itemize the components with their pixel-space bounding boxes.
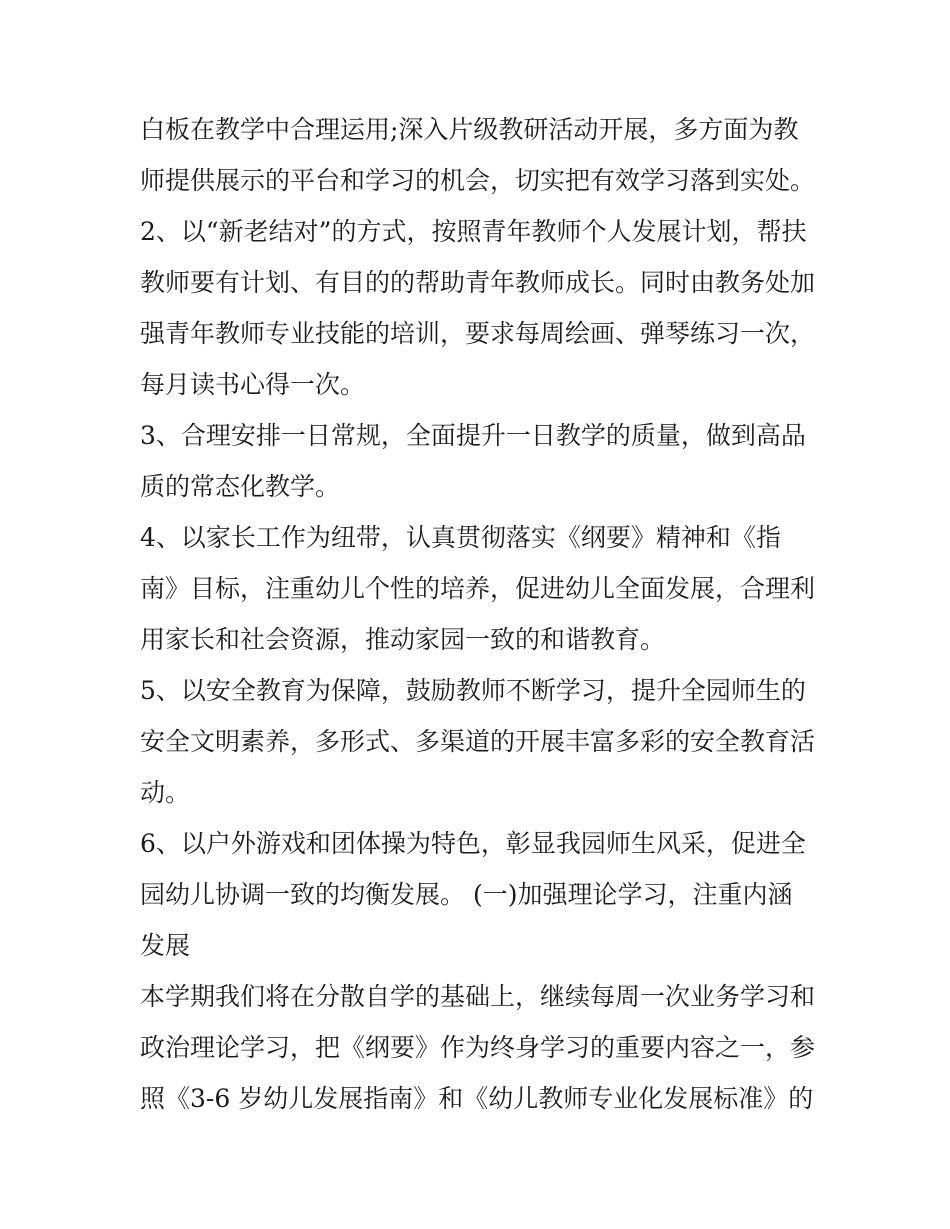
text-line: 质的常态化教学。 [140, 472, 341, 501]
text-line: 南》目标，注重幼儿个性的培养，促进幼儿全面发展，合理利 [140, 574, 816, 603]
text-line: 5、以安全教育为保障，鼓励教师不断学习，提升全园师生的 [140, 676, 806, 705]
text-line: 照《3-6 岁幼儿发展指南》和《幼儿教师专业化发展标准》的 [140, 1084, 814, 1113]
text-line: 园幼儿协调一致的均衡发展。 (一)加强理论学习，注重内涵 [140, 880, 793, 909]
text-line: 白板在教学中合理运用;深入片级教研活动开展，多方面为教 [140, 115, 799, 144]
text-line: 政治理论学习，把《纲要》作为终身学习的重要内容之一，参 [140, 1033, 816, 1062]
text-line: 2、以“新老结对”的方式，按照青年教师个人发展计划，帮扶 [140, 217, 807, 246]
text-line: 师提供展示的平台和学习的机会，切实把有效学习落到实处。 [140, 166, 816, 195]
text-line: 强青年教师专业技能的培训，要求每周绘画、弹琴练习一次， [140, 319, 816, 348]
text-line: 安全文明素养，多形式、多渠道的开展丰富多彩的安全教育活 [140, 727, 816, 756]
text-line: 每月读书心得一次。 [140, 370, 366, 399]
text-line: 动。 [140, 778, 191, 807]
text-line: 用家长和社会资源，推动家园一致的和谐教育。 [140, 625, 666, 654]
text-line: 本学期我们将在分散自学的基础上，继续每周一次业务学习和 [140, 982, 816, 1011]
text-line: 3、合理安排一日常规，全面提升一日教学的质量，做到高品 [140, 421, 806, 450]
text-line: 4、以家长工作为纽带，认真贯彻落实《纲要》精神和《指 [140, 523, 781, 552]
text-line: 教师要有计划、有目的的帮助青年教师成长。同时由教务处加 [140, 268, 816, 297]
text-line: 发展 [140, 931, 191, 960]
text-line: 6、以户外游戏和团体操为特色，彰显我园师生风采，促进全 [140, 829, 806, 858]
